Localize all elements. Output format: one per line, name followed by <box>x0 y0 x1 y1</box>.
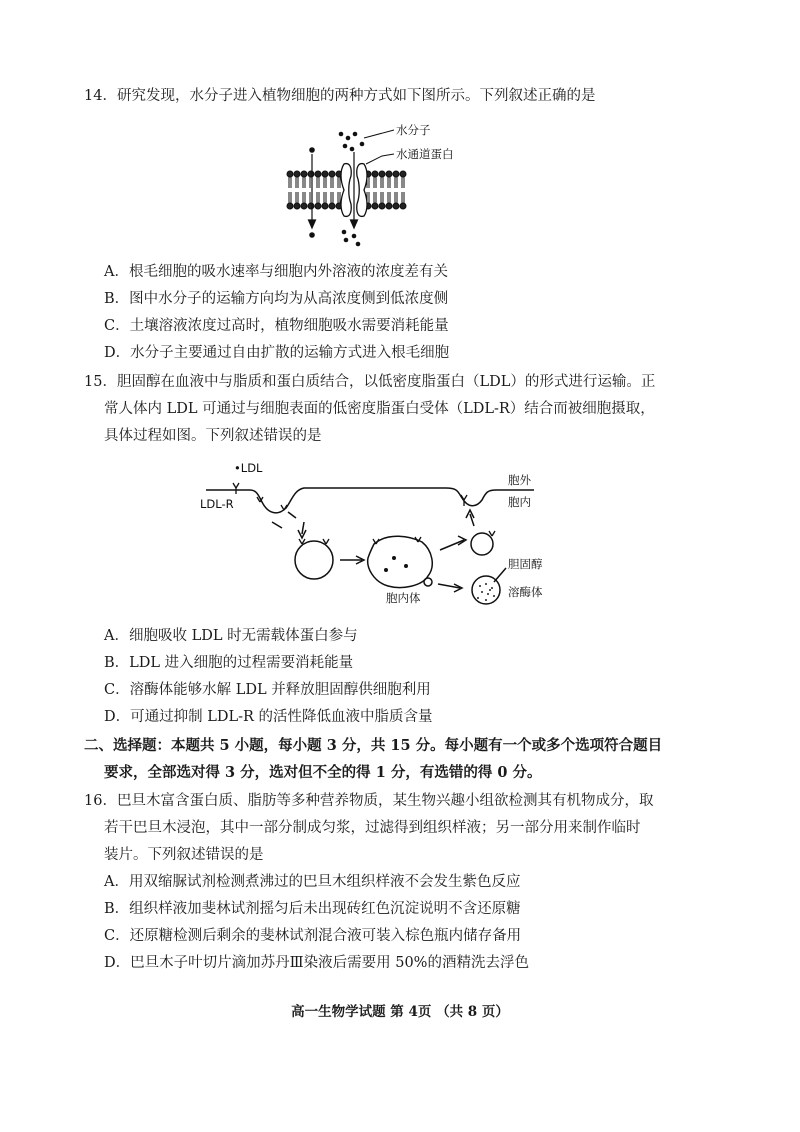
q16-option-d: D．巴旦木子叶切片滴加苏丹Ⅲ染液后需要用 50%的酒精洗去浮色 <box>104 955 529 971</box>
channel-leader-line <box>366 154 394 164</box>
dash2 <box>288 512 296 518</box>
section2-heading: 二、选择题：本题共 5 小题，每小题 3 分，共 15 分。每小题有一个或多个选项符合题目 <box>84 737 663 754</box>
q15-option-b: B．LDL 进入细胞的过程需要消耗能量 <box>104 655 354 671</box>
q16-stem-line2: 若干巴旦木浸泡，其中一部分制成匀浆，过滤得到组织样液；另一部分用来制作临时 <box>104 820 641 836</box>
q14-stem: 14．研究发现，水分子进入植物细胞的两种方式如下图所示。下列叙述正确的是 <box>84 88 596 104</box>
arrow-to-recycle <box>440 540 464 550</box>
q15-option-c: C．溶酶体能够水解 LDL 并释放胆固醇供细胞利用 <box>104 682 431 698</box>
water-channel-label: 水通道蛋白 <box>396 147 454 161</box>
q15-stem-line2: 常人体内 LDL 可通过与细胞表面的低密度脂蛋白受体（LDL-R）结合而被细胞摄取， <box>104 401 655 417</box>
q14-option-d: D．水分子主要通过自由扩散的运输方式进入根毛细胞 <box>104 345 450 361</box>
q15-stem-line1: 15．胆固醇在血液中与脂质和蛋白质结合，以低密度脂蛋白（LDL）的形式进行运输。正 <box>84 374 656 390</box>
q16-option-b: B．组织样液加斐林试剂摇匀后未出现砖红色沉淀说明不含还原糖 <box>104 901 521 917</box>
ldl-label: •LDL <box>234 461 263 475</box>
page-footer: 高一生物学试题 第 4页 （共 8 页） <box>291 1004 509 1020</box>
recycling-vesicle <box>471 533 493 555</box>
q15-option-a: A．细胞吸收 LDL 时无需载体蛋白参与 <box>104 628 358 644</box>
water-channel-diagram <box>282 120 482 248</box>
plasma-membrane <box>206 488 534 513</box>
dash1 <box>272 522 282 528</box>
lysosome-label: 溶酶体 <box>508 585 543 599</box>
q16-option-c: C．还原糖检测后剩余的斐林试剂混合液可装入棕色瓶内储存备用 <box>104 928 522 944</box>
lipid-heads-top-left <box>287 171 342 177</box>
ldl-endocytosis-diagram <box>196 458 556 608</box>
ldl-r-label: LDL-R <box>200 497 234 511</box>
water-leader-line <box>364 130 394 138</box>
ldl-particles <box>384 556 408 572</box>
arrow-to-vesicle <box>302 522 304 534</box>
q16-stem-line3: 装片。下列叙述错误的是 <box>104 847 264 863</box>
cholesterol-leader-line <box>494 568 506 582</box>
cholesterol-label: 胆固醇 <box>508 557 543 571</box>
endosome-bud <box>424 578 432 586</box>
q15-option-d: D．可通过抑制 LDL-R 的活性降低血液中脂质含量 <box>104 709 433 725</box>
coated-vesicle <box>295 541 333 579</box>
q14-option-a: A．根毛细胞的吸水速率与细胞内外溶液的浓度差有关 <box>104 264 448 280</box>
lipid-heads-bottom-right <box>365 203 406 209</box>
channel-arrow <box>351 152 358 228</box>
endosome-label: 胞内体 <box>386 591 421 605</box>
q14-option-b: B．图中水分子的运输方向均为从高浓度侧到低浓度侧 <box>104 291 449 307</box>
intracellular-label: 胞内 <box>508 495 531 509</box>
extracellular-label: 胞外 <box>508 473 531 487</box>
water-molecule-label: 水分子 <box>396 123 431 137</box>
q16-stem-line1: 16．巴旦木富含蛋白质、脂肪等多种营养物质，某生物兴趣小组欲检测其有机物成分，取 <box>84 793 654 809</box>
q16-option-a: A．用双缩脲试剂检测煮沸过的巴旦木组织样液不会发生紫色反应 <box>104 874 521 890</box>
lipid-heads-top-right <box>365 171 406 177</box>
ldl-receptors <box>233 483 495 544</box>
q14-option-c: C．土壤溶液浓度过高时，植物细胞吸水需要消耗能量 <box>104 318 449 334</box>
lipid-heads-bottom-left <box>287 203 342 209</box>
section2-heading-line2: 要求，全部选对得 3 分，选对但不全的得 1 分，有选错的得 0 分。 <box>104 764 542 781</box>
cholesterol-dots <box>477 583 495 601</box>
q15-stem-line3: 具体过程如图。下列叙述错误的是 <box>104 428 322 444</box>
endosome <box>368 536 433 587</box>
